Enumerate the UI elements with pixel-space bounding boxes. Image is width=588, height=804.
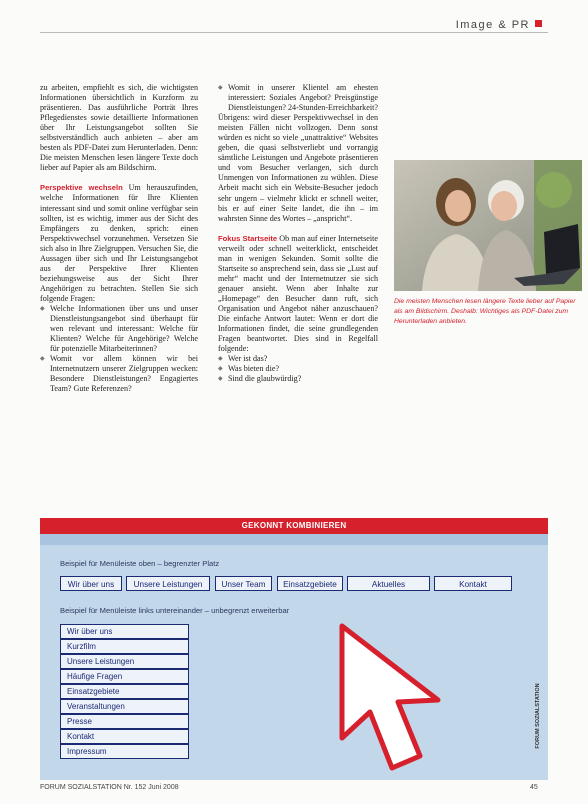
- text-column-1: [40, 83, 198, 394]
- side-nav-item[interactable]: Veranstaltungen: [60, 699, 189, 714]
- side-nav-item[interactable]: Unsere Leistungen: [60, 654, 189, 669]
- list-item: ◆ Sind die glaubwürdig?: [218, 374, 378, 384]
- side-menu-caption: Beispiel für Menüleiste links untereinander – unbegrenzt erweiterbar: [60, 606, 290, 615]
- box-title: GEKONNT KOMBINIEREN: [40, 518, 548, 534]
- list-item: ◆ Womit vor allem können wir bei Internetnutzern unserer Zielgruppen wecken: Besondere Dienstleistungen? Engagiertes Team? Gute Referenzen?: [40, 354, 198, 394]
- top-nav-aktuelles[interactable]: Aktuelles: [347, 576, 430, 591]
- list-item: ◆ Womit in unserer Klientel am ehesten interessiert: Soziales Angebot? Preisgünstige Dienstleistungen? 24-Stunden-Erreichbarkeit?: [218, 83, 378, 113]
- box-band: [40, 534, 548, 545]
- side-nav-item[interactable]: Wir über uns: [60, 624, 189, 639]
- top-menu-caption: Beispiel für Menüleiste oben – begrenzter Platz: [60, 559, 220, 568]
- paragraph: Übrigens: wird dieser Perspektivwechsel in den meisten Fällen nicht vollzogen. Denn sonst würden es nicht so viele „unattraktive“ Websites geben, die quasi selbstverliebt und vorrangig sämtliche Leistungen und Angebote präsentieren und vom Besucher verlangen, sich durch Unmengen von Informationen zu wühlen. Diese Arbeit macht sich ein Website-Besucher jedoch sehr ungern – vielmehr klickt er schnell weiter, bis er auf einer Seite landet, die ihn – im wahrsten Sinne des Wortes – „anspricht“.: [218, 113, 378, 223]
- photo-illustration: [394, 160, 582, 291]
- photo-caption: Die meisten Menschen lesen längere Texte lieber auf Papier als am Bildschirm. Deshalb: Wichtiges als PDF-Datei zum Herunterladen anbieten.: [394, 298, 576, 325]
- text-column-2: [218, 83, 378, 384]
- section-square-icon: [535, 20, 542, 27]
- side-nav-item[interactable]: Kurzfilm: [60, 639, 189, 654]
- top-nav-wir-ueber-uns[interactable]: Wir über uns: [60, 576, 122, 591]
- vertical-brand-label: [532, 666, 544, 766]
- list-item: ◆ Was bieten die?: [218, 364, 378, 374]
- page-number: 45: [530, 784, 538, 791]
- top-nav-unsere-leistungen[interactable]: Unsere Leistungen: [126, 576, 210, 591]
- header-rule: [40, 32, 548, 33]
- paragraph-text: Ob man auf einer Internetseite verweilt oder schnell weiterklickt, entscheidet man in wenigen Sekunden. Somit sollte die Startseite so ansprechend sein, dass sie „Lust auf mehr“ macht und der Internetnutzer sie sich genauer ansieht. Wenn aber Inhalte zur „Homepage“ den Besucher dann ruft, sich Organisation und Angebot näher anzuschauen? Die einfache Antwort lautet: Wenn er dort die Informationen findet, die seine grundlegenden Fragen beantwortet. Dies sind in Regelfall folgende:: [218, 233, 378, 354]
- top-nav-einsatzgebiete[interactable]: Einsatzgebiete: [277, 576, 343, 591]
- paragraph: zu arbeiten, empfiehlt es sich, die wichtigsten Informationen übersichtlich in Kurzform zu präsentieren. Das ausführliche Porträt Ihres Pflegedienstes sowie detaillierte Informationen über Ihr Leistungsangebot sollten Sie selbstverständlich auch anbieten – aber am besten als PDF-Datei zum Herunterladen. Denn: Die meisten Menschen lesen längere Texte doch lieber auf Papier als am Bildschirm.: [40, 83, 198, 173]
- list-item: ◆ Wer ist das?: [218, 354, 378, 364]
- footer-publication: FORUM SOZIALSTATION Nr. 152 Juni 2008: [40, 784, 179, 791]
- bullet-list: [40, 304, 198, 394]
- bullet-list: [218, 354, 378, 384]
- menu-example-box: [40, 518, 548, 780]
- paragraph: [40, 183, 198, 304]
- list-item: ◆ Welche Informationen über uns und unser Dienstleistungsangebot sind überhaupt für wen relevant und interessant: Welche für Klienten? Welche für Angehörige? Welche für potenzielle Mitarbeiterinnen?: [40, 304, 198, 354]
- paragraph-text: Um herauszufinden, welche Informationen für Ihre Klienten interessant sind und somit online verfügbar sein sollten, ist es wichtig, immer aus der Sicht des Empfängers zu denken, sprich: einen Perspektivwechsel vorzunehmen. Versetzen Sie sich also in Ihre Zielgruppen. Versuchen Sie, die Aussagen über sich und Ihr Leistungsangebot aus der Perspektive Ihrer Klienten beziehungsweise aus der Sicht Ihrer Angehörigen zu betrachten. Stellen Sie sich folgende Fragen:: [40, 183, 198, 303]
- section-label: [456, 19, 542, 31]
- paragraph: [218, 234, 378, 355]
- side-nav-item[interactable]: Presse: [60, 714, 189, 729]
- bullet-list: [218, 83, 378, 113]
- top-nav-unser-team[interactable]: Unser Team: [215, 576, 272, 591]
- side-nav-item[interactable]: Kontakt: [60, 729, 189, 744]
- vertical-brand-text: FORUM SOZIALSTATION: [535, 683, 541, 749]
- top-nav-kontakt[interactable]: Kontakt: [434, 576, 512, 591]
- side-nav-item[interactable]: Impressum: [60, 744, 189, 759]
- keyword: Fokus Startseite: [218, 233, 278, 243]
- cursor-arrow-icon: [330, 618, 548, 780]
- section-label-text: Image & PR: [455, 19, 530, 31]
- side-nav-item[interactable]: Einsatzgebiete: [60, 684, 189, 699]
- photo-women-at-laptop: [394, 160, 582, 291]
- side-nav-item[interactable]: Häufige Fragen: [60, 669, 189, 684]
- keyword: Perspektive wechseln: [40, 183, 123, 193]
